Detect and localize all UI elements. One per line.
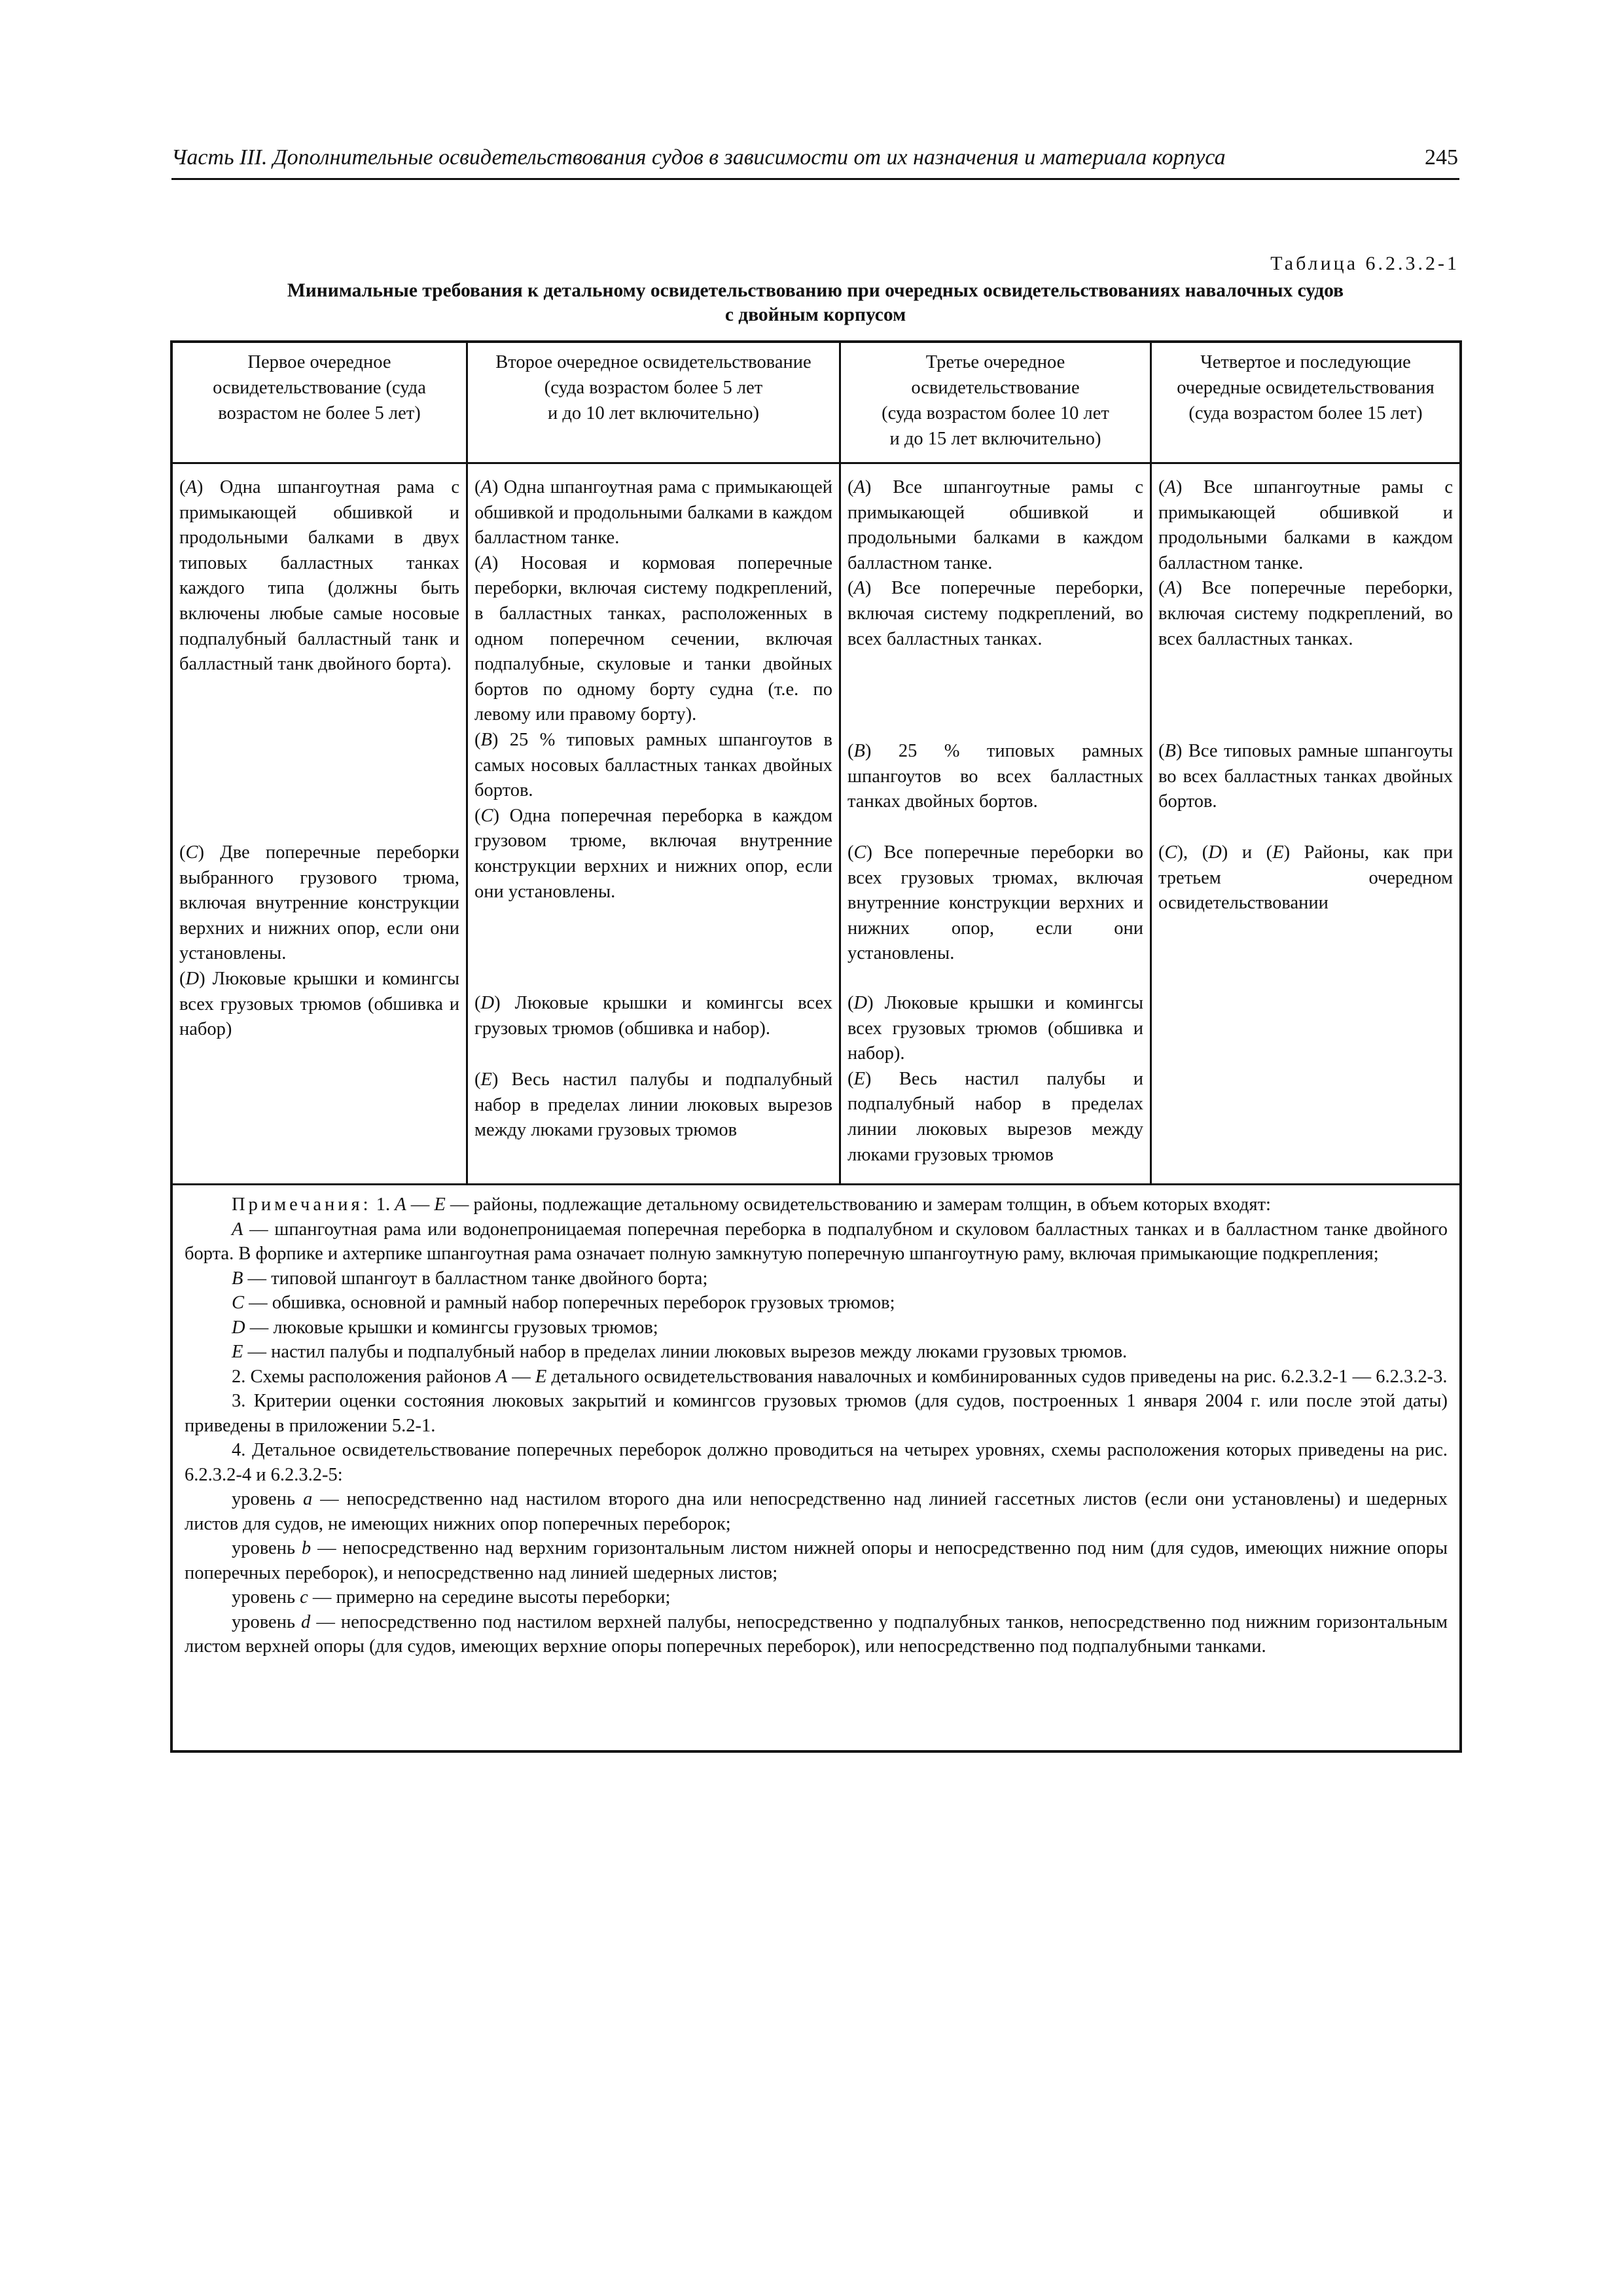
table-caption-line-2: с двойным корпусом — [724, 304, 906, 325]
area-tag: C — [480, 805, 493, 826]
area-tag: A — [853, 578, 865, 599]
note-text: — районы, подлежащие детальному освидетельствованию и замерам толщин, в объем которых входят: — [450, 1194, 1271, 1215]
column-header-2 — [468, 350, 839, 426]
cell-text: ) 25 % типовых рамных шпангоутов в самых носовых балластных танках двойных бортов. — [474, 729, 832, 801]
notes-label: Примечания: — [232, 1194, 372, 1215]
cell-text: ) 25 % типовых рамных шпангоутов во всех балластных танках двойных бортов. — [847, 741, 1143, 812]
note-number: 1. — [376, 1194, 391, 1215]
column-header-3 — [841, 350, 1150, 452]
cell-text: ) Люковые крышки и комингсы всех грузовых трюмов (обшивка и набор) — [179, 968, 459, 1040]
cell-column-2-areas-a-b-c: (A) Одна шпангоутная рама с примыкающей обшивкой и продольными балками в каждом балластном танке. (A) Носовая и кормовая поперечные переборки, включая систему подкреплений, в балластных танках, расположенных в одном поперечном сечении, включая подпалубные, скуловые и танки двойных бортов по одному борту судна (т.е. по левому или правому борту). (B) 25 % типовых рамных шпангоутов в самых носовых балластных танках двойных бортов. (C) Одна поперечная переборка в каждом грузовом трюме, включая внутренние конструкции верхних и нижних опор, если они установлены. — [474, 477, 832, 902]
column-header-text: Третье очередное — [925, 352, 1065, 372]
column-header-text: Второе очередное освидетельствование — [495, 352, 812, 372]
area-tag: D — [185, 968, 200, 989]
area-tag: E — [535, 1366, 547, 1387]
level-tag: a — [302, 1489, 313, 1509]
area-tag: D — [853, 993, 868, 1013]
cell-text: ) Все поперечные переборки, включая систему подкреплений, во всех балластных танках. — [847, 578, 1143, 649]
area-tag: C — [853, 842, 866, 863]
note-text: — люковые крышки и комингсы грузовых трюмов; — [249, 1317, 658, 1338]
column-divider — [839, 343, 841, 1183]
area-tag: B — [232, 1268, 243, 1289]
column-header-text: (суда возрастом более 5 лет — [544, 378, 763, 398]
area-tag: B — [1164, 741, 1176, 761]
header-title: Часть III. Дополнительные освидетельствования судов в зависимости от их назначения и материала корпуса — [171, 145, 1226, 170]
note-text: — непосредственно над верхним горизонтальным листом нижней опоры и непосредственно под ним (для судов, имеющих нижние опоры поперечных переборок), и непосредственно над линией шедерных листов; — [185, 1538, 1448, 1583]
cell-column-2-areas-d-e: (D) Люковые крышки и комингсы всех грузовых трюмов (обшивка и набор). (E) Весь настил палубы и подпалубный набор в пределах линии люковых вырезов между люками грузовых трюмов — [474, 993, 832, 1141]
note-text: — шпангоутная рама или водонепроницаемая поперечная переборка в подпалубном и скуловом балластных танках и в балластном танке двойного борта. В форпике и ахтерпике шпангоутная рама означает полную замкнутую поперечную шпангоутную раму, включая примыкающие подкрепления; — [185, 1219, 1448, 1264]
column-divider — [1150, 343, 1152, 1183]
note-text: уровень — [232, 1611, 295, 1632]
cell-text: ) Одна шпангоутная рама с примыкающей обшивкой и продольными балками в каждом балластном танке. — [474, 477, 832, 548]
note-text: — обшивка, основной и рамный набор поперечных переборок грузовых трюмов; — [249, 1293, 895, 1313]
note-text: — — [512, 1366, 531, 1387]
note-3: 3. Критерии оценки состояния люковых закрытий и комингсов грузовых трюмов (для судов, построенных 1 января 2004 г. или после этой даты) приведены в приложении 5.2-1. — [185, 1391, 1448, 1436]
cell-text: ) Две поперечные переборки выбранного грузового трюма, включая внутренние конструкции верхних и нижних опор, если они установлены. — [179, 842, 459, 964]
survey-table — [170, 340, 1462, 1753]
cell-text: ) и ( — [1221, 842, 1273, 863]
area-tag: A — [480, 552, 492, 573]
running-header — [171, 145, 1459, 180]
page-number: 245 — [1425, 145, 1458, 170]
cell-text: ) Все шпангоутные рамы с примыкающей обшивкой и продольными балками в каждом балластном танке. — [1158, 477, 1453, 573]
cell-text: ) Все поперечные переборки, включая систему подкреплений, во всех балластных танках. — [1158, 578, 1453, 649]
note-text: — непосредственно под настилом верхней палубы, непосредственно у подпалубных танков, непосредственно под нижним горизонтальным листом верхней опоры (для судов, имеющих верхние опоры поперечных переборок), или непосредственно под подпалубными танками. — [185, 1611, 1448, 1657]
column-header-text: Первое очередное — [247, 352, 391, 372]
level-tag: c — [300, 1587, 308, 1607]
column-header-text: освидетельствование (суда — [213, 378, 426, 398]
column-divider — [466, 343, 468, 1183]
area-tag: C — [1164, 842, 1177, 863]
cell-column-3-area-b: (B) 25 % типовых рамных шпангоутов во всех балластных танках двойных бортов. — [847, 741, 1143, 812]
cell-column-1-area-c: (C) Две поперечные переборки выбранного грузового трюма, включая внутренние конструкции верхних и нижних опор, если они установлены. (D) Люковые крышки и комингсы всех грузовых трюмов (обшивка и набор) — [179, 842, 459, 1040]
cell-text: ), ( — [1177, 842, 1209, 863]
notes-divider — [173, 1183, 1459, 1185]
note-text: детального освидетельствования навалочных и комбинированных судов приведены на рис. 6.2.3.2-1 — 6.2.3.2-3. — [551, 1366, 1448, 1387]
cell-text: ) Районы, как при третьем очередном освидетельствовании — [1158, 842, 1454, 914]
area-tag: D — [1208, 842, 1222, 863]
cell-text: ) Все типовых рамные шпангоуты во всех балластных танках двойных бортов. — [1158, 741, 1453, 812]
level-tag: b — [301, 1538, 312, 1558]
table-label: Таблица 6.2.3.2-1 — [1270, 253, 1459, 274]
area-tag: E — [434, 1194, 446, 1215]
cell-text: ) Весь настил палубы и подпалубный набор в пределах линии люковых вырезов между люками грузовых трюмов — [847, 1068, 1143, 1165]
note-text: уровень — [232, 1587, 295, 1607]
table-caption — [171, 279, 1459, 327]
note-text: 2. Схемы расположения районов — [232, 1366, 491, 1387]
note-text: — типовой шпангоут в балластном танке двойного борта; — [247, 1268, 708, 1289]
column-header-text: и до 10 лет включительно) — [548, 403, 759, 423]
area-tag: A — [495, 1366, 508, 1387]
area-tag: D — [232, 1317, 245, 1338]
note-text: — примерно на середине высоты переборки; — [312, 1587, 671, 1607]
area-tag: E — [480, 1069, 492, 1090]
note-4: 4. Детальное освидетельствование поперечных переборок должно проводиться на четырех уровнях, схемы расположения которых приведены на рис. 6.2.3.2-4 и 6.2.3.2-5: — [185, 1440, 1448, 1485]
area-tag: A — [232, 1219, 243, 1240]
area-tag: C — [185, 842, 198, 863]
column-header-text: (суда возрастом более 10 лет — [882, 403, 1109, 423]
note-text: уровень — [232, 1489, 295, 1509]
cell-text: ) Все шпангоутные рамы с примыкающей обшивкой и продольными балками в каждом балластном танке. — [847, 477, 1143, 573]
area-tag: E — [232, 1342, 243, 1362]
area-tag: B — [480, 729, 492, 750]
column-header-text: и до 15 лет включительно) — [889, 429, 1101, 449]
note-text: уровень — [232, 1538, 295, 1558]
header-divider — [173, 462, 1459, 464]
area-tag: A — [1164, 477, 1176, 497]
cell-column-3-areas-d-e: (D) Люковые крышки и комингсы всех грузовых трюмов (обшивка и набор). (E) Весь настил палубы и подпалубный набор в пределах линии люковых вырезов между люками грузовых трюмов — [847, 993, 1143, 1165]
column-header-text: освидетельствование — [911, 378, 1080, 398]
column-header-text: возрастом не более 5 лет) — [218, 403, 421, 423]
table-notes — [185, 1193, 1448, 1659]
area-tag: A — [853, 477, 865, 497]
area-tag: A — [395, 1194, 406, 1215]
cell-text: ) Носовая и кормовая поперечные переборки, включая систему подкреплений, в балластных танках, расположенных в одном поперечном сечении, включая подпалубные, скуловые и танки двойных бортов по одному борту судна (т.е. по левому или правому борту). — [474, 552, 832, 725]
level-tag: d — [301, 1611, 311, 1632]
column-header-4 — [1152, 350, 1459, 426]
cell-column-4-areas-c-d-e: (C), (D) и (E) Районы, как при третьем очередном освидетельствовании — [1158, 842, 1454, 914]
cell-text: ) Все поперечные переборки во всех грузовых трюмах, включая внутренние конструкции верхних и нижних опор, если они установлены. — [847, 842, 1143, 964]
cell-text: ) Люковые крышки и комингсы всех грузовых трюмов (обшивка и набор). — [474, 993, 832, 1039]
area-tag: B — [853, 741, 865, 761]
cell-column-4-area-b: (B) Все типовых рамные шпангоуты во всех балластных танках двойных бортов. — [1158, 741, 1453, 812]
cell-column-3-area-a: (A) Все шпангоутные рамы с примыкающей обшивкой и продольными балками в каждом балластном танке. (A) Все поперечные переборки, включая систему подкреплений, во всех балластных танках. — [847, 477, 1143, 649]
column-header-text: очередные освидетельствования — [1177, 378, 1435, 398]
column-header-text: Четвертое и последующие — [1200, 352, 1411, 372]
column-header-1 — [173, 350, 466, 426]
area-tag: D — [480, 993, 495, 1013]
cell-column-4-area-a: (A) Все шпангоутные рамы с примыкающей обшивкой и продольными балками в каждом балластном танке. (A) Все поперечные переборки, включая систему подкреплений, во всех балластных танках. — [1158, 477, 1453, 649]
area-tag: E — [853, 1068, 865, 1089]
note-text: — настил палубы и подпалубный набор в пределах линии люковых вырезов между люками грузовых трюмов. — [247, 1342, 1128, 1362]
note-text: — — [410, 1194, 430, 1215]
area-tag: C — [232, 1293, 245, 1313]
area-tag: A — [480, 477, 492, 497]
note-text: — непосредственно над настилом второго дна или непосредственно над линией гассетных листов (если они установлены) и шедерных листов для судов, не имеющих нижних опор поперечных переборок; — [185, 1489, 1448, 1534]
cell-column-3-area-c: (C) Все поперечные переборки во всех грузовых трюмах, включая внутренние конструкции верхних и нижних опор, если они установлены. — [847, 842, 1143, 964]
table-caption-line-1: Минимальные требования к детальному освидетельствованию при очередных освидетельствованиях навалочных судов — [287, 280, 1344, 301]
cell-text: ) Одна поперечная переборка в каждом грузовом трюме, включая внутренние конструкции верхних и нижних опор, если они установлены. — [474, 805, 832, 902]
cell-column-1-area-a: (A) Одна шпангоутная рама с примыкающей обшивкой и продольными балками в двух типовых балластных танках каждого типа (должны быть включены любые самые носовые подпалубный балластный танк и балластный танк двойного борта). — [179, 477, 459, 675]
cell-text: ) Весь настил палубы и подпалубный набор в пределах линии люковых вырезов между люками грузовых трюмов — [474, 1069, 832, 1141]
area-tag: A — [185, 477, 197, 497]
column-header-text: (суда возрастом более 15 лет) — [1188, 403, 1423, 423]
cell-text: ) Люковые крышки и комингсы всех грузовых трюмов (обшивка и набор). — [847, 993, 1143, 1064]
area-tag: E — [1272, 842, 1284, 863]
area-tag: A — [1164, 578, 1176, 599]
cell-text: ) Одна шпангоутная рама с примыкающей обшивкой и продольными балками в двух типовых балластных танках каждого типа (должны быть включены любые самые носовые подпалубный балластный танк и балластный танк двойного борта). — [179, 477, 459, 675]
